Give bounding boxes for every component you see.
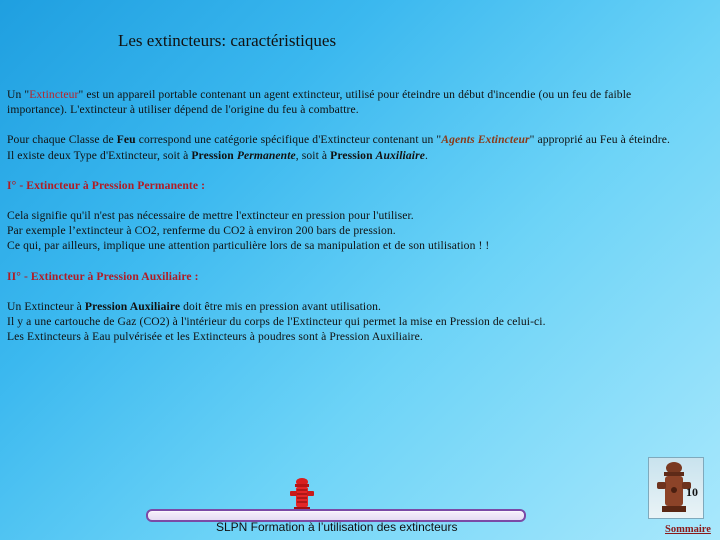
section-heading-permanente: I° - Extincteur à Pression Permanente :	[7, 178, 206, 192]
section1-line: Cela signifie qu'il n'est pas nécessaire de mettre l'extincteur en pression pour l'utiliser.	[7, 209, 414, 223]
types-text-1: Il existe deux Type d'Extincteur, soit à	[7, 148, 192, 162]
types-text-end: .	[424, 148, 428, 162]
sommaire-link[interactable]: Sommaire	[665, 524, 711, 535]
pression-keyword-1: Pression	[191, 148, 237, 162]
types-text-2: , soit à	[295, 148, 331, 162]
pression-keyword-2: Pression	[330, 148, 376, 162]
intro-paragraph	[7, 87, 682, 117]
agents-extincteur-keyword: Agents Extincteur	[441, 133, 530, 147]
page-number: 10	[686, 485, 698, 499]
footer-text: SLPN Formation à l’utilisation des extincteurs	[216, 520, 458, 534]
feu-keyword: Feu	[116, 133, 136, 147]
classes-text-3: " approprié au Feu à éteindre.	[529, 133, 670, 147]
section2-text-1: Un Extincteur à	[7, 299, 85, 313]
section2-line	[7, 299, 682, 314]
auxiliaire-keyword: Auxiliaire	[375, 148, 425, 162]
section2-text-2: doit être mis en pression avant utilisation.	[180, 299, 382, 313]
section-heading-auxiliaire: II° - Extincteur à Pression Auxiliaire :	[7, 269, 199, 283]
section1-line: Ce qui, par ailleurs, implique une attention particulière lors de sa manipulation et de son utilisation ! !	[7, 239, 490, 253]
intro-text-rest: " est un appareil portable contenant un agent extincteur, utilisé pour éteindre un début d'incendie (ou un feu de faible importance). L'extincteur à utiliser dépend de l'origine du feu à combattre.	[7, 88, 632, 117]
section2-line: Les Extincteurs à Eau pulvérisée et les Extincteurs à poudres sont à Pression Auxiliaire.	[7, 330, 423, 344]
pression-auxiliaire-keyword: Pression Auxiliaire	[84, 299, 181, 313]
extincteur-keyword: Extincteur	[29, 88, 79, 101]
section2-line: Il y a une cartouche de Gaz (CO2) à l'intérieur du corps de l'Extincteur qui permet la mise en Pression de celui-ci.	[7, 315, 546, 329]
classes-text-1: Pour chaque Classe de	[7, 133, 117, 147]
main-content	[7, 87, 682, 344]
permanente-keyword: Permanente	[236, 148, 296, 162]
page-title: Les extincteurs: caractéristiques	[118, 31, 337, 50]
intro-text-start: Un "	[7, 88, 30, 101]
classes-paragraph	[7, 132, 682, 162]
section1-line: Par exemple l’extincteur à CO2, renferme du CO2 à environ 200 bars de pression.	[7, 224, 396, 238]
classes-text-2: correspond une catégorie spécifique d'Extincteur contenant un "	[135, 133, 442, 147]
